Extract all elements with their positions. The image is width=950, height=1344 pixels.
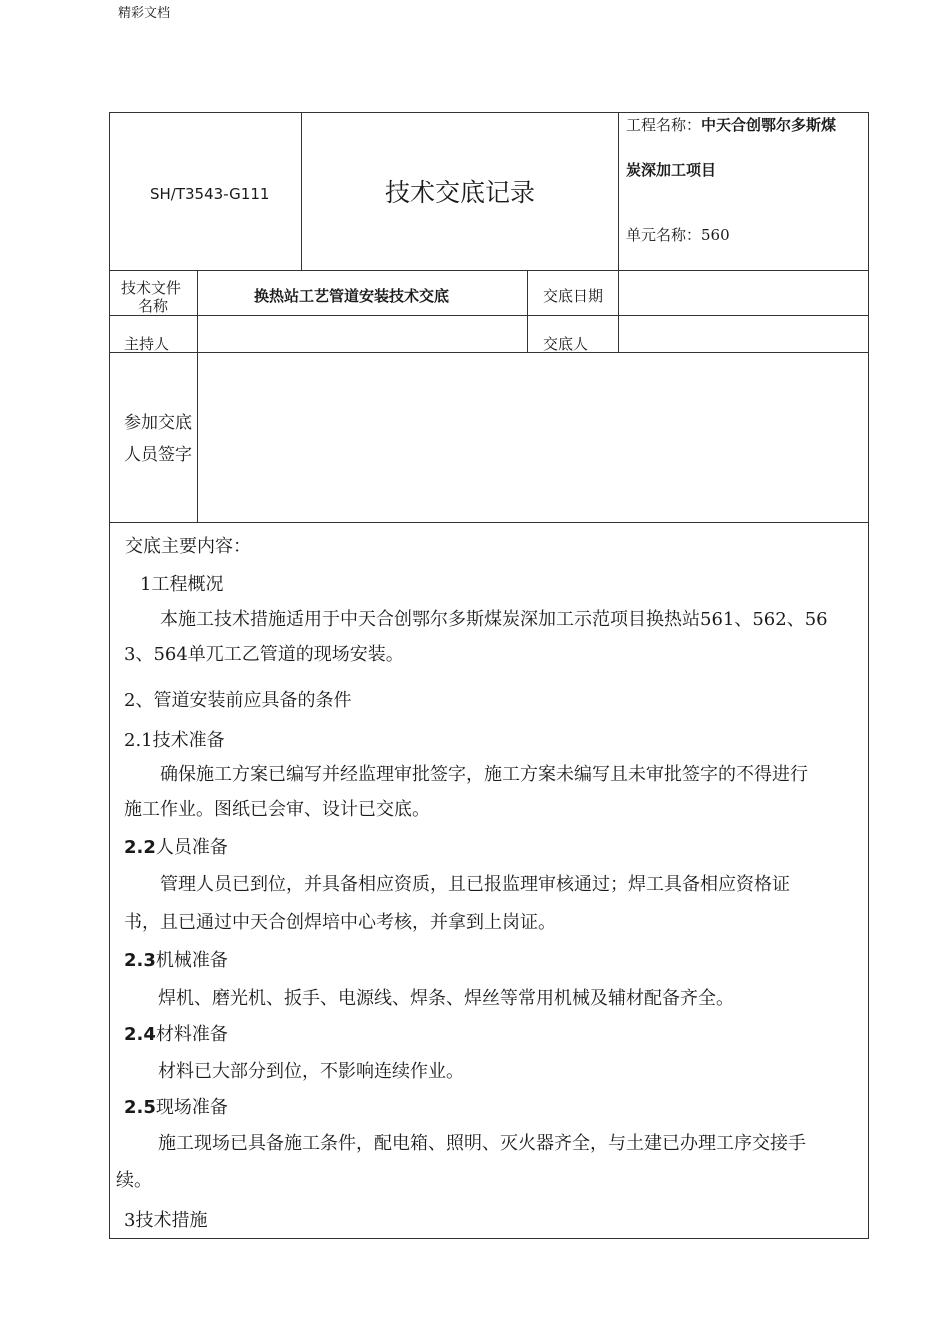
- section-1-heading: 1工程概况: [140, 574, 224, 595]
- content-heading: 交底主要内容：: [125, 536, 251, 557]
- section-1-para-line1: 本施工技术措施适用于中天合创鄂尔多斯煤炭深加工示范项目换热站561、562、56: [160, 609, 828, 630]
- document-watermark-text: 精彩文档: [118, 6, 171, 21]
- section-2-1-heading: 2.1技术准备: [124, 730, 225, 751]
- section-2-5-para-line2: 续。: [116, 1170, 152, 1191]
- section-2-4-number: 2.4: [124, 1024, 156, 1045]
- section-2-2-title: 人员准备: [155, 837, 228, 858]
- section-2-5-para-line1: 施工现场已具备施工条件，配电箱、照明、灭火器齐全，与土建已办理工序交接手: [158, 1133, 806, 1154]
- table-border-left: [109, 112, 110, 1239]
- project-name-value-line1: 中天合创鄂尔多斯煤: [701, 116, 837, 134]
- section-2-4-title: 材料准备: [155, 1024, 228, 1045]
- project-name-label: 工程名称：: [626, 116, 702, 134]
- section-2-4-heading: [124, 1024, 228, 1046]
- table-border-right: [868, 112, 869, 1239]
- doc-name-label-line1: 技术文件: [121, 279, 182, 297]
- section-2-5-title: 现场准备: [155, 1097, 228, 1118]
- table-divider-code: [301, 112, 302, 270]
- section-2-3-number: 2.3: [124, 950, 156, 971]
- section-2-5-heading: [124, 1097, 228, 1119]
- section-1-para-line2: 3、564单兀工乙管道的现场安装。: [124, 644, 404, 665]
- section-3-heading: 3技术措施: [124, 1210, 208, 1231]
- table-divider-signatures: [109, 522, 869, 523]
- project-name-field: [626, 115, 836, 135]
- unit-name-value: 560: [701, 226, 730, 244]
- table-divider-mid-col: [527, 270, 528, 352]
- section-2-4-para: 材料已大部分到位，不影响连续作业。: [158, 1061, 464, 1082]
- table-divider-row1: [109, 315, 869, 316]
- table-border-top: [109, 112, 869, 113]
- form-title: 技术交底记录: [385, 178, 536, 207]
- attendees-label-line1: 参加交底: [124, 413, 192, 433]
- doc-name-value: 换热站工艺管道安装技术交底: [254, 287, 450, 305]
- section-2-2-para-line1: 管理人员已到位，并具备相应资质，且已报监理审核通过；焊工具备相应资格证: [160, 874, 790, 895]
- section-2-2-number: 2.2: [124, 837, 156, 858]
- section-2-2-para-line2: 书，且已通过中天合创焊培中心考核，并拿到上岗证。: [124, 912, 556, 933]
- section-2-1-para-line1: 确保施工方案已编写并经监理审批签字，施工方案未编写且未审批签字的不得进行: [160, 764, 808, 785]
- section-2-5-number: 2.5: [124, 1097, 156, 1118]
- attendees-signature-area: [199, 354, 867, 521]
- form-code: SH/T3543-G111: [150, 185, 270, 203]
- table-divider-label-col: [197, 270, 198, 522]
- section-2-1-para-line2: 施工作业。图纸已会审、设计已交底。: [124, 799, 430, 820]
- section-2-2-heading: [124, 837, 228, 859]
- table-divider-header: [109, 270, 869, 271]
- doc-name-label-line2: 名称: [138, 297, 169, 315]
- table-divider-right-col: [618, 112, 619, 352]
- section-2-3-para: 焊机、磨光机、扳手、电源线、焊条、焊丝等常用机械及辅材配备齐全。: [158, 988, 734, 1009]
- attendees-label-line2: 人员签字: [124, 445, 192, 465]
- unit-name-field: [626, 225, 730, 245]
- project-name-value-line2: 炭深加工项目: [626, 161, 717, 179]
- host-label: 主持人: [124, 335, 170, 353]
- section-2-3-heading: [124, 950, 228, 972]
- table-border-bottom: [109, 1238, 869, 1239]
- section-2-heading: 2、管道安装前应具备的条件: [124, 690, 352, 711]
- presenter-label: 交底人: [543, 335, 589, 353]
- section-2-3-title: 机械准备: [155, 950, 228, 971]
- unit-name-label: 单元名称：: [626, 226, 702, 244]
- table-divider-row2: [109, 352, 869, 353]
- date-label: 交底日期: [543, 287, 604, 305]
